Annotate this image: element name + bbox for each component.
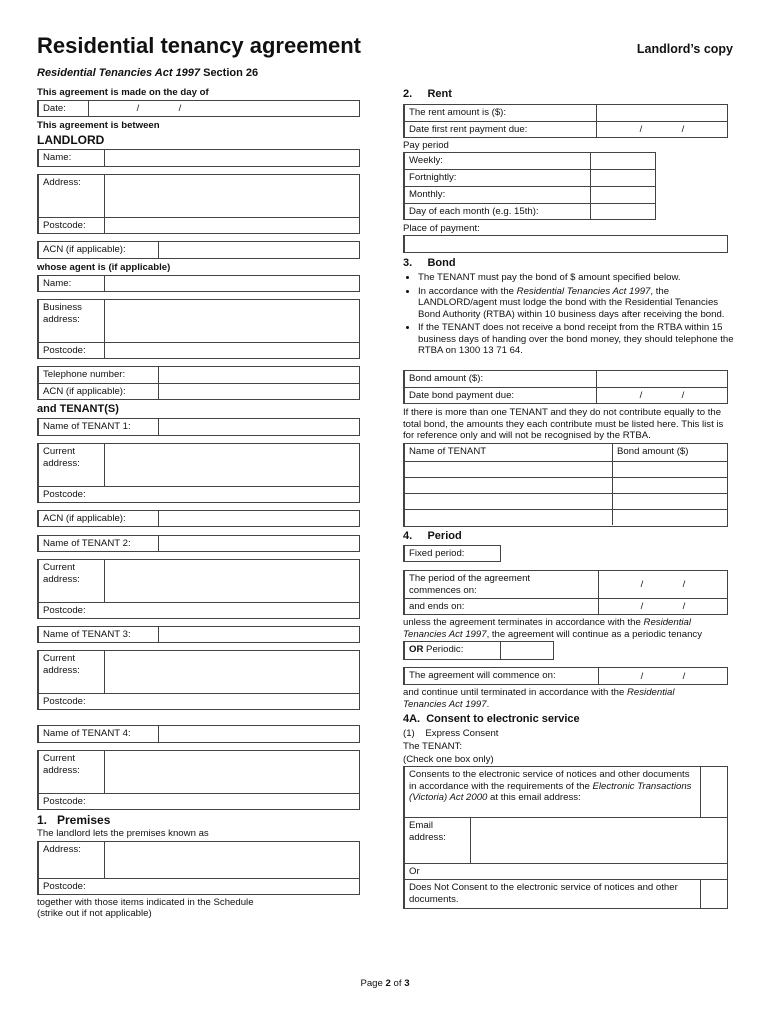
fixed-period-field[interactable] — [403, 545, 501, 562]
label: Postcode: — [39, 343, 105, 358]
premises-note: together with those items indicated in the Schedule — [37, 897, 254, 908]
email-address-field[interactable] — [471, 818, 727, 863]
label: Name of TENANT 1: — [39, 419, 159, 435]
consent-heading: 4A. Consent to electronic service — [403, 713, 580, 725]
agent-heading: whose agent is (if applicable) — [37, 262, 171, 273]
landlord-acn-field[interactable] — [37, 241, 360, 259]
label: Fixed period: — [409, 548, 465, 559]
tenant1-acn-field[interactable] — [37, 510, 360, 527]
label: Postcode: — [43, 696, 86, 707]
bond-bullets — [403, 272, 735, 359]
label: Postcode: — [43, 796, 86, 807]
label: Postcode: — [43, 489, 86, 500]
label: Current address: — [39, 560, 105, 602]
tenant2-name-field[interactable] — [37, 535, 360, 552]
consent-checkbox[interactable] — [701, 767, 727, 817]
label: Business address: — [39, 300, 105, 342]
place-of-payment-label: Place of payment: — [403, 223, 480, 234]
bond-contribution-table[interactable] — [403, 443, 728, 527]
copy-label: Landlord’s copy — [636, 42, 733, 56]
landlord-name-field[interactable] — [37, 149, 360, 167]
tenant3-address-field[interactable] — [37, 650, 360, 710]
label: Postcode: — [43, 605, 86, 616]
label: Date bond payment due: — [405, 388, 597, 403]
label: ACN (if applicable): — [39, 511, 159, 526]
label: Weekly: — [405, 153, 591, 169]
label: Current address: — [39, 444, 105, 486]
premises-heading: 1. Premises — [37, 813, 111, 827]
between-label: This agreement is between — [37, 120, 160, 131]
bond-table[interactable]: Bond amount ($): Date bond payment due: / / — [403, 370, 728, 404]
tenant1-address-field[interactable] — [37, 443, 360, 503]
label: Postcode: — [39, 218, 105, 233]
tenant1-name-field[interactable] — [37, 418, 360, 436]
bond-note: If there is more than one TENANT and they do not contribute equally to the total bond, the amounts they each contribute must be listed here. This list is for reference only and will not be recognised by the RTBA. — [403, 407, 724, 441]
label: Day of each month (e.g. 15th): — [405, 204, 591, 219]
label: OR Periodic: — [405, 642, 501, 659]
agent-contact-field[interactable] — [37, 366, 360, 400]
label: Telephone number: — [39, 367, 159, 383]
label: Name of TENANT 4: — [39, 726, 159, 742]
column-header: Name of TENANT — [405, 444, 613, 461]
not-consent-text: Does Not Consent to the electronic service of notices and other documents. — [405, 880, 701, 908]
period-heading: 4. Period — [403, 530, 462, 542]
label: Name: — [39, 150, 105, 166]
tenant-label: The TENANT: — [403, 741, 462, 752]
place-of-payment-field[interactable] — [403, 235, 728, 253]
tenant4-name-field[interactable] — [37, 725, 360, 743]
label: The rent amount is ($): — [405, 105, 597, 121]
label: Postcode: — [43, 881, 86, 892]
label: Bond amount ($): — [405, 371, 597, 387]
tenants-heading: and TENANT(S) — [37, 403, 119, 415]
agent-address-field[interactable] — [37, 299, 360, 359]
made-on-label: This agreement is made on the day of — [37, 87, 209, 98]
label: Name: — [39, 276, 105, 291]
act-subtitle: Residential Tenancies Act 1997 Section 26 — [37, 67, 259, 79]
label: and ends on: — [405, 599, 599, 614]
label: The period of the agreement commences on: — [405, 571, 599, 598]
premises-intro: The landlord lets the premises known as — [37, 828, 209, 839]
or-label: Or — [409, 866, 420, 877]
landlord-address-field[interactable] — [37, 174, 360, 234]
label: Name of TENANT 3: — [39, 627, 159, 642]
consents-text: Consents to the electronic service of notices and other documents in accordance with the requirements of the Electronic Transactions (Victoria) Act 2000 at this email address: — [405, 767, 701, 817]
label: Current address: — [39, 651, 105, 693]
agreement-date-field[interactable]: Date: / / — [37, 100, 360, 117]
pay-period-label: Pay period — [403, 140, 449, 151]
label: Fortnightly: — [405, 170, 591, 186]
label: Address: — [39, 175, 105, 217]
periodic-commence-field[interactable]: The agreement will commence on: / / — [403, 667, 728, 685]
bond-bullet: • The TENANT must pay the bond of $ amount specified below. — [418, 272, 735, 284]
express-consent-label: (1) Express Consent — [403, 728, 499, 739]
premises-address-field[interactable] — [37, 841, 360, 895]
landlord-heading: LANDLORD — [37, 133, 105, 147]
label: The agreement will commence on: — [405, 668, 599, 684]
label: ACN (if applicable): — [39, 384, 159, 399]
rent-table[interactable]: The rent amount is ($): Date first rent payment due: / / — [403, 104, 728, 138]
label: Date first rent payment due: — [405, 122, 597, 137]
period-dates-table[interactable]: The period of the agreement commences on: / / and ends on: / / — [403, 570, 728, 615]
tenant3-name-field[interactable] — [37, 626, 360, 643]
tenant4-address-field[interactable] — [37, 750, 360, 810]
pay-period-table[interactable] — [403, 152, 656, 220]
not-consent-checkbox[interactable] — [701, 880, 727, 908]
periodic-note: unless the agreement terminates in accordance with the Residential Tenancies Act 1997, the agreement will continue as a periodic tenancy — [403, 617, 703, 640]
bond-heading: 3. Bond — [403, 257, 456, 269]
bond-bullet: • If the TENANT does not receive a bond receipt from the RTBA within 15 business days of handing over the bond money, they should telephone the RTBA on 1300 13 71 64. — [418, 322, 735, 357]
label: Email address: — [405, 818, 471, 863]
page-number: Page 2 of 3 — [360, 978, 410, 989]
label: Current address: — [39, 751, 105, 793]
check-one-label: (Check one box only) — [403, 754, 494, 765]
column-header: Bond amount ($) — [617, 446, 689, 457]
consent-table — [403, 766, 728, 909]
date-label: Date: — [39, 101, 89, 116]
premises-note-2: (strike out if not applicable) — [37, 908, 152, 919]
agent-name-field[interactable] — [37, 275, 360, 292]
label: Monthly: — [405, 187, 591, 203]
label: Address: — [39, 842, 105, 878]
continue-note: and continue until terminated in accordance with the Residential Tenancies Act 1997. — [403, 687, 675, 710]
periodic-field[interactable] — [403, 641, 554, 660]
tenant2-address-field[interactable] — [37, 559, 360, 619]
bond-bullet: • In accordance with the Residential Tenancies Act 1997, the LANDLORD/agent must lodge the bond with the Residential Tenancies Bond Authority (RTBA) within 10 business days after receiving the bond. — [418, 286, 735, 321]
rent-heading: 2. Rent — [403, 88, 452, 100]
label: ACN (if applicable): — [39, 242, 159, 258]
page-title: Residential tenancy agreement — [37, 33, 362, 58]
label: Name of TENANT 2: — [39, 536, 159, 551]
